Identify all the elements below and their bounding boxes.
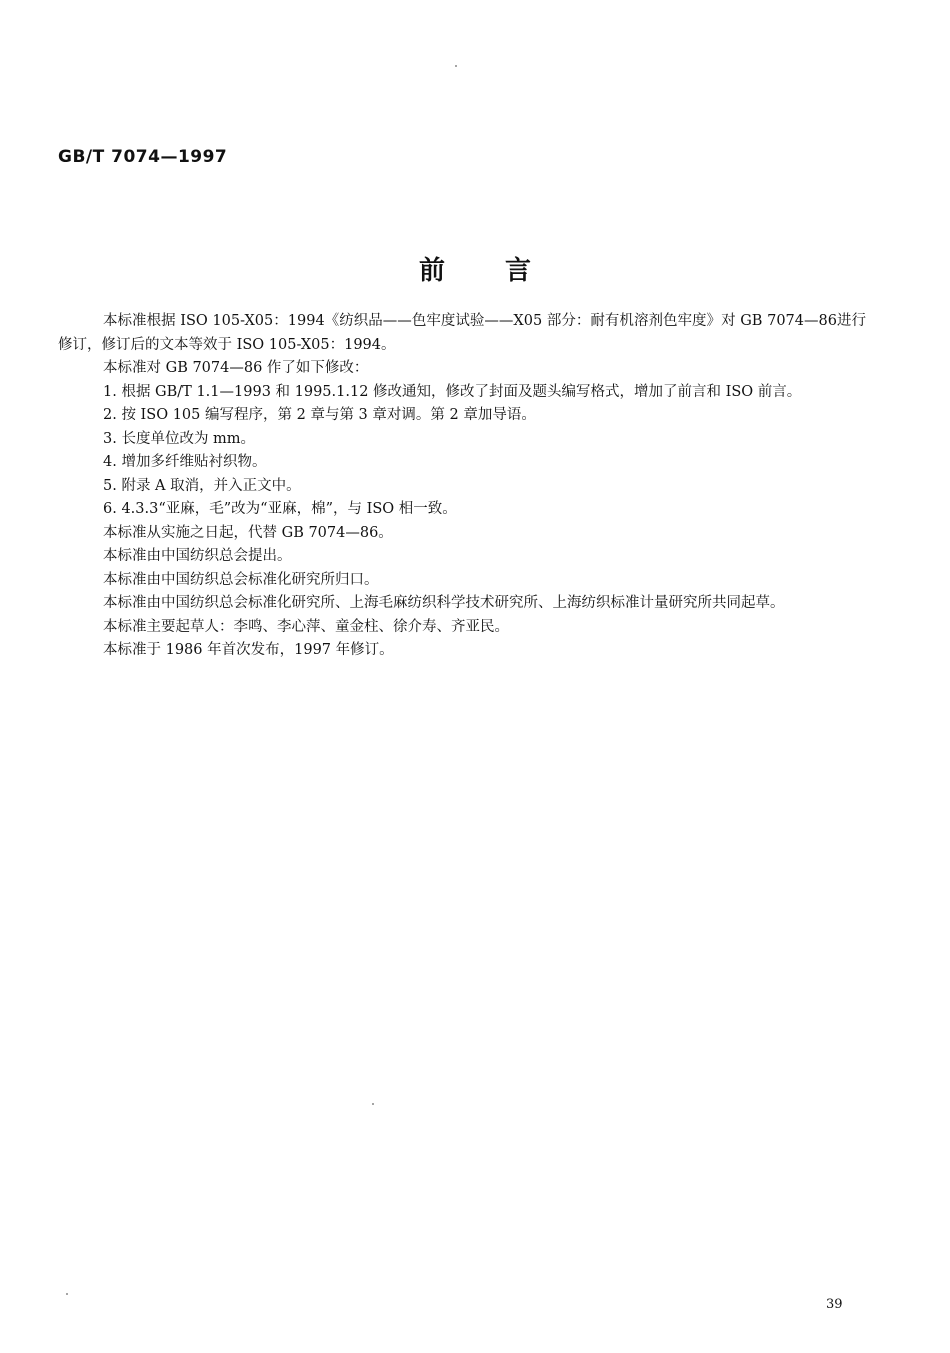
list-item: 3. 长度单位改为 mm。 [103,430,256,447]
paragraph: 本标准主要起草人：李鸣、李心萍、童金柱、徐介寿、齐亚民。 [103,618,509,635]
list-item: 5. 附录 A 取消，并入正文中。 [103,477,301,494]
paragraph: 本标准从实施之日起，代替 GB 7074—86。 [103,524,393,541]
scan-speck [66,1293,68,1295]
page-title: 前言 [418,256,591,286]
scan-speck [372,1103,374,1105]
list-item: 1. 根据 GB/T 1.1—1993 和 1995.1.12 修改通知，修改了封面及题头编写格式，增加了前言和 ISO 前言。 [103,383,802,400]
list-item: 4. 增加多纤维贴衬织物。 [103,454,267,470]
page-number: 39 [826,1297,843,1312]
paragraph: 本标准根据 ISO 105-X05：1994《纺织品——色牢度试验——X05 部分：耐有机溶剂色牢度》对 GB 7074—86进行修订，修订后的文本等效于 ISO 105-X05：1994。 [58,313,866,353]
paragraph: 本标准由中国纺织总会标准化研究所、上海毛麻纺织科学技术研究所、上海纺织标准计量研究所共同起草。 [103,595,785,611]
standard-code: GB/T 7074—1997 [58,147,228,167]
paragraph: 本标准于 1986 年首次发布，1997 年修订。 [103,642,394,658]
list-item: 2. 按 ISO 105 编写程序，第 2 章与第 3 章对调。第 2 章加导语。 [103,407,536,423]
list-item: 6. 4.3.3“亚麻，毛”改为“亚麻，棉”，与 ISO 相一致。 [103,501,457,517]
paragraph: 本标准由中国纺织总会提出。 [103,548,292,564]
paragraph: 本标准由中国纺织总会标准化研究所归口。 [103,571,379,588]
document-body [58,310,866,663]
scan-speck [455,65,457,67]
paragraph: 本标准对 GB 7074—86 作了如下修改： [103,360,369,376]
